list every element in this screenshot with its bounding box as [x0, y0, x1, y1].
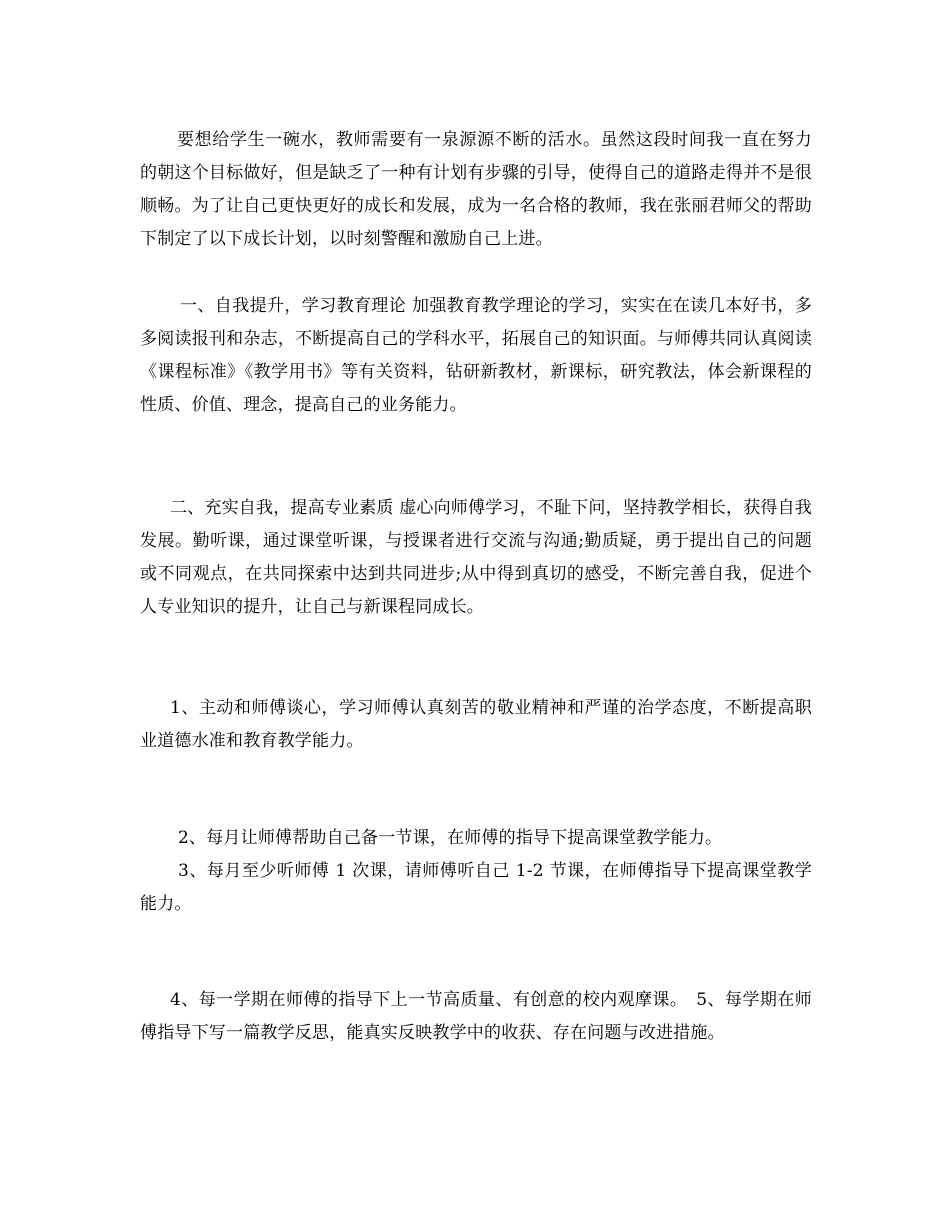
- paragraph-section-one: 一、自我提升，学习教育理论 加强教育教学理论的学习，实实在在读几本好书，多多阅读报刊和杂志，不断提高自己的学科水平，拓展自己的知识面。与师傅共同认真阅读《课程标准》《教学用书》等有关资料，钻研新教材，新课标，研究教法，体会新课程的性质、价值、理念，提高自己的业务能力。: [140, 296, 812, 415]
- paragraph-section-two: 二、充实自我，提高专业素质 虚心向师傅学习，不耻下问，坚持教学相长，获得自我发展。勤听课，通过课堂听课，与授课者进行交流与沟通;勤质疑，勇于提出自己的问题或不同观点，在共同探索中达到共同进步;从中得到真切的感受，不断完善自我，促进个人专业知识的提升，让自己与新课程同成长。: [140, 498, 813, 617]
- paragraph-item-3: 3、每月至少听师傅 1 次课，请师傅听自己 1-2 节课，在师傅指导下提高课堂教学能力。: [140, 861, 812, 914]
- paragraph-item-2: 2、每月让师傅帮助自己备一节课，在师傅的指导下提高课堂教学能力。: [178, 828, 723, 848]
- paragraph-item-4-5: 4、每一学期在师傅的指导下上一节高质量、有创意的校内观摩课。 5、每学期在师傅指导下写一篇教学反思，能真实反映教学中的收获、存在问题与改进措施。: [140, 990, 812, 1043]
- paragraph-intro: 要想给学生一碗水，教师需要有一泉源源不断的活水。虽然这段时间我一直在努力的朝这个目标做好，但是缺乏了一种有计划有步骤的引导，使得自己的道路走得并不是很顺畅。为了让自己更快更好的成长和发展，成为一名合格的教师，我在张丽君师父的帮助下制定了以下成长计划，以时刻警醒和激励自己上进。: [140, 130, 812, 249]
- paragraph-item-1: 1、主动和师傅谈心，学习师傅认真刻苦的敬业精神和严谨的治学态度，不断提高职业道德水准和教育教学能力。: [140, 698, 812, 751]
